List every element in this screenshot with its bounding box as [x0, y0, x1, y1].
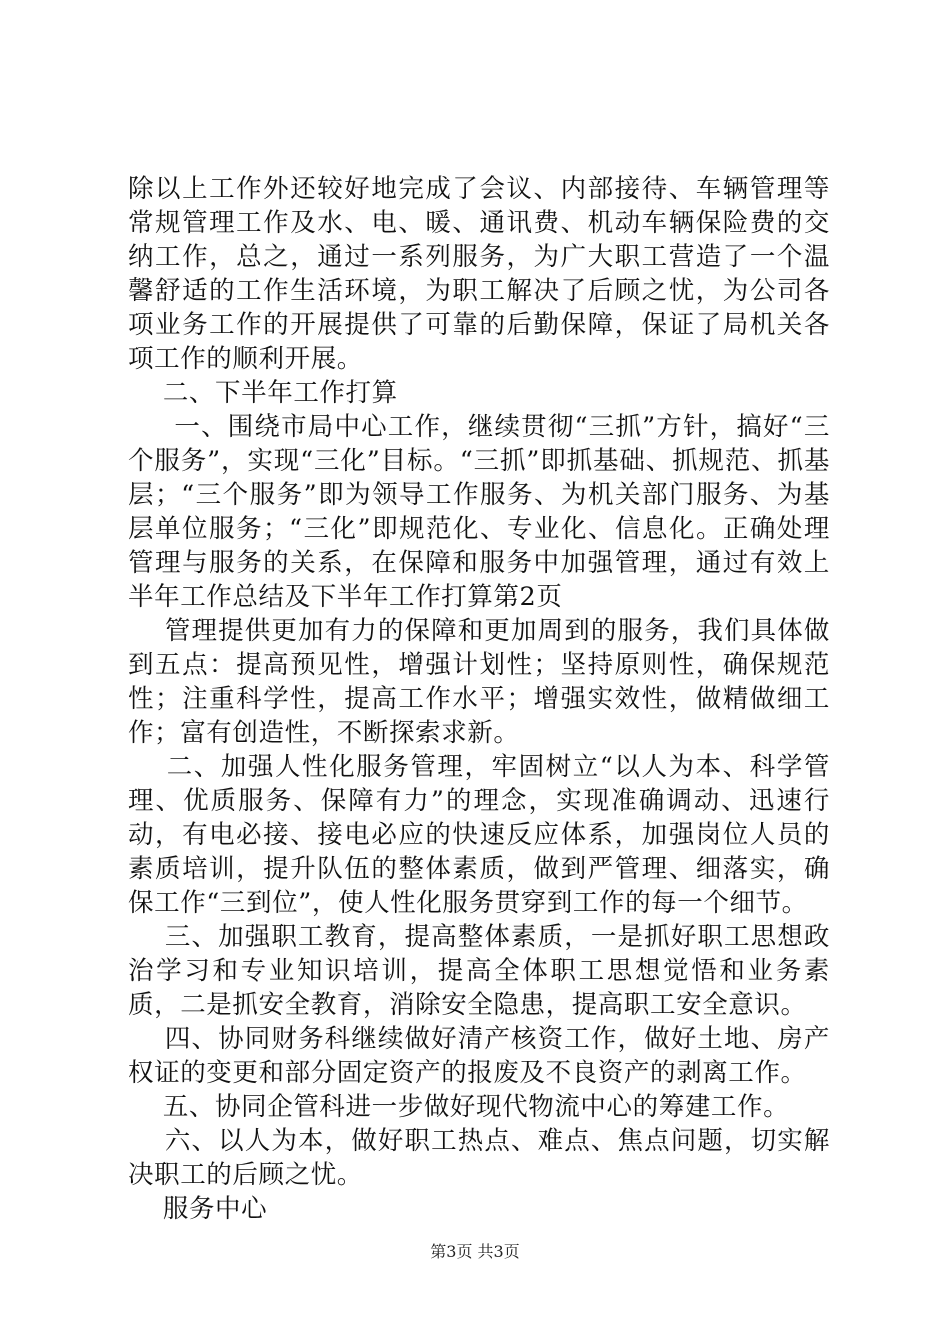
section-heading-second-half-plan: 二、下半年工作打算 — [128, 378, 398, 408]
paragraph-item-4: 四、协同财务科继续做好清产核资工作，做好土地、房产权证的变更和部分固定资产的报废及不良资产的剥离工作。 — [128, 1024, 830, 1088]
paragraph-item-2: 二、加强人性化服务管理，牢固树立“以人为本、科学管理、优质服务、保障有力”的理念，实现准确调动、迅速行动，有电必接、接电必应的快速反应体系，加强岗位人员的素质培训，提升队伍的整体素质，做到严管理、细落实，确保工作“三到位”，使人性化服务贯穿到工作的每一个细节。 — [128, 752, 830, 918]
paragraph-item-6: 六、以人为本，做好职工热点、难点、焦点问题，切实解决职工的后顾之忧。 — [128, 1126, 830, 1190]
signature-department: 服务中心 — [128, 1194, 268, 1224]
page-footer — [0, 1242, 950, 1262]
paragraph-summary: 除以上工作外还较好地完成了会议、内部接待、车辆管理等常规管理工作及水、电、暖、通讯费、机动车辆保险费的交纳工作，总之，通过一系列服务，为广大职工营造了一个温馨舒适的工作生活环境，为职工解决了后顾之忧，为公司各项业务工作的开展提供了可靠的后勤保障，保证了局机关各项工作的顺利开展。 — [128, 174, 830, 374]
page-number-label: 第3页 共3页 — [430, 1242, 520, 1261]
paragraph-item-3: 三、加强职工教育，提高整体素质，一是抓好职工思想政治学习和专业知识培训，提高全体职工思想觉悟和业务素质，二是抓安全教育，消除安全隐患，提高职工安全意识。 — [128, 922, 830, 1020]
paragraph-item-5: 五、协同企管科进一步做好现代物流中心的筹建工作。 — [128, 1092, 790, 1122]
paragraph-item-1: 一、围绕市局中心工作，继续贯彻“三抓”方针，搞好“三个服务”，实现“三化”目标。“三抓”即抓基础、抓规范、抓基层；“三个服务”即为领导工作服务、为机关部门服务、为基层单位服务；“三化”即规范化、专业化、信息化。正确处理管理与服务的关系，在保障和服务中加强管理，通过有效上半年工作总结及下半年工作打算第2页 — [128, 412, 830, 612]
document-body — [128, 172, 830, 1226]
paragraph-item-1-continued: 管理提供更加有力的保障和更加周到的服务，我们具体做到五点：提高预见性，增强计划性；坚持原则性，确保规范性；注重科学性，提高工作水平；增强实效性，做精做细工作；富有创造性，不断探索求新。 — [128, 616, 830, 748]
